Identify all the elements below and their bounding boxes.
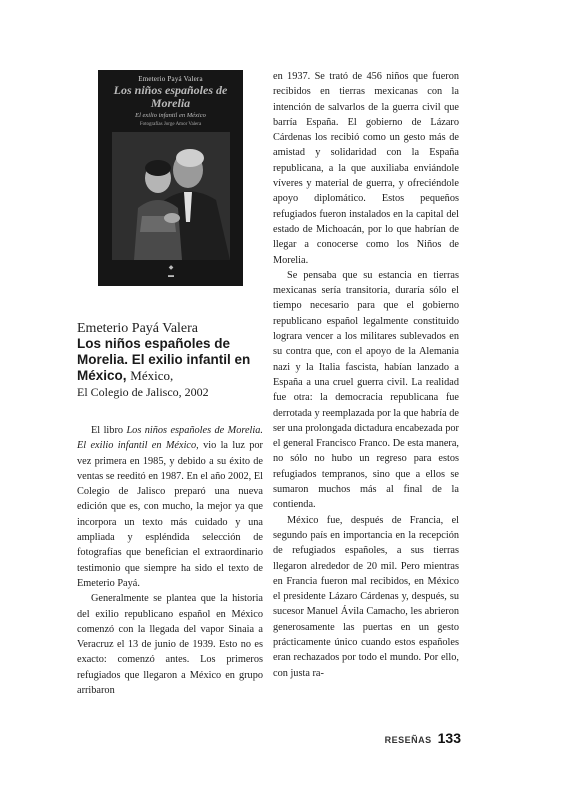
text-run: México fue, después de Francia, el segundo país en importancia en la recepción de refugiados españoles, a sus tierras llegaron alrededor de 20 mil. Pero mientras en Francia fueron mal recibidos, en México el presidente Lázaro Cárdenas y, después, su sucesor Manuel Ávila Camacho, les abrieron generosamente las puertas en un gesto prácticamente único cuando estos españoles eran rechazados por todo el mundo. Por ello, con justa ra-	[273, 514, 459, 679]
paragraph	[77, 423, 263, 591]
cover-title: Los niños españoles de Morelia	[113, 83, 228, 110]
page-number: 133	[437, 730, 461, 746]
book-cover	[98, 70, 243, 286]
text-run: Generalmente se plantea que la historia del exilio republicano español en México comenzó con la llegada del vapor Sinaia a Veracruz el 13 de junio de 1939. Esto no es exacto: comenzó antes. Los primeros refugiados que llegaron a México en grupo arribaron	[77, 593, 263, 697]
body-column-left	[77, 423, 263, 698]
page-footer	[385, 730, 461, 746]
paragraph	[273, 268, 459, 513]
paragraph	[77, 591, 263, 698]
section-label: RESEÑAS	[384, 735, 432, 745]
text-run: El libro	[91, 425, 127, 436]
cover-author: Emeterio Payá Valera	[138, 75, 203, 83]
book-author: Emeterio Payá Valera	[77, 321, 199, 336]
book-country: México,	[130, 368, 174, 383]
paragraph	[273, 69, 459, 268]
book-title	[77, 336, 267, 384]
cover-credit: Fotografías Jorge Amor Valera	[139, 122, 202, 127]
publisher-logo: ◆ ▬	[168, 265, 174, 279]
text-run: vio la luz por vez primera en 1985, y debido a su éxito de ventas se reeditó en 1987. En el año 2002, El Colegio de Jalisco preparó una nueva edición que es, con mucho, la mejor ya que incorpora un texto más cuidado y una ampliada y espléndida selección de fotografías que benefician el extraordinario testimonio que siempre ha sido el texto de Emeterio Payá.	[77, 440, 263, 589]
cover-subtitle: El exilio infantil en México	[135, 112, 206, 119]
paragraph	[273, 513, 459, 681]
book-publisher: El Colegio de Jalisco, 2002	[77, 385, 209, 399]
book-title-text: Los niños españoles de Morelia. El exilio infantil en México,	[77, 336, 251, 383]
body-column-right	[273, 69, 459, 681]
book-title-italic: Los niños españoles de Morelia. El exilio infantil en México,	[77, 425, 263, 452]
text-run: en 1937. Se trató de 456 niños que fueron recibidos en tierras mexicanas con la intención de salvarlos de la guerra civil que barría España. El gobierno de Lázaro Cárdenas los recibió como un gesto más de amistad y solidaridad con la España republicana, a la que auxiliaba enviándole víveres y material de guerra, y ofreciéndole apoyo diplomático. Estos pequeños refugiados fueron instalados en la capital del estado de Michoacán, por lo que habrían de llegar a conocerse como los Niños de Morelia.	[273, 71, 459, 266]
text-run: Se pensaba que su estancia en tierras mexicanas sería transitoria, duraría sólo el tiempo necesario para que el gobierno republicano español legalmente constituido lograra vencer a los militares sublevados en su contra que, con el apoyo de la Alemania nazi y la Italia fascista, habían lanzado a España a una cruel guerra civil. La realidad fue otra: la democracia republicana fue derrotada y reemplazada por la que habría de ser una prolongada dictadura encabezada por el general Francisco Franco. De esta manera, no sólo no hubo un regreso para estos refugiados tempranos, sino que a ellos se sumaron muchos más al final de la contienda.	[273, 269, 459, 511]
book-info	[77, 321, 267, 400]
cover-photo	[112, 132, 230, 260]
